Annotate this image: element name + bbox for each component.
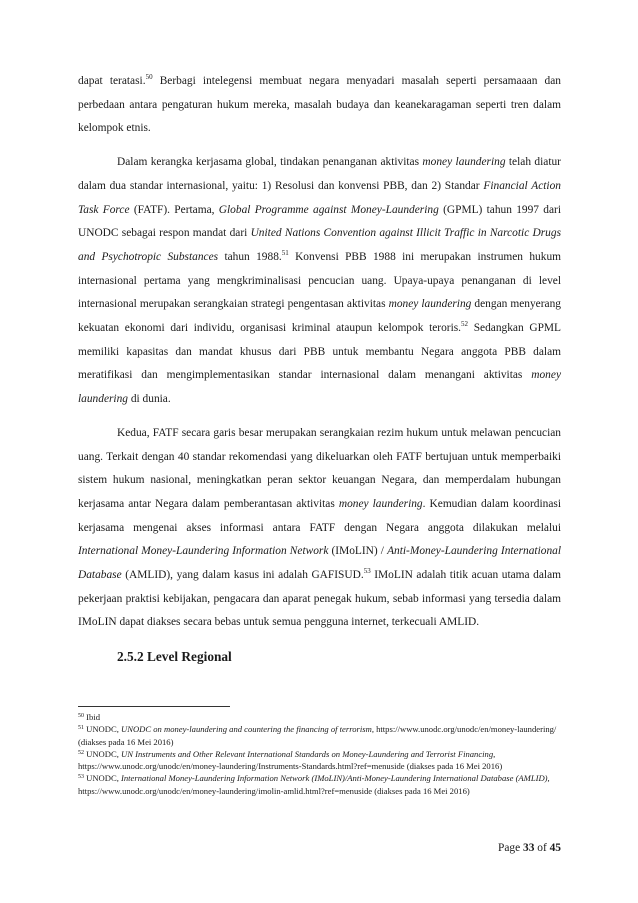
footnotes <box>78 711 561 797</box>
page-number: Page 33 of 45 <box>498 842 561 854</box>
footnote-52: $^{52}$ UNODC, UN Instruments and Other Relevant International Standards on Money-Laundering and Terrorist Financing, https://www.unodc.org/unodc/en/money-laundering/Instruments-Standards.html?ref=menuside (diakses pada 16 Mei 2016) <box>78 748 503 772</box>
footnote-50: $^{50}$ Ibid <box>78 712 100 722</box>
footnote-divider <box>78 706 230 707</box>
footnote-53: $^{53}$ UNODC, International Money-Laundering Information Network (IMoLIN)/Anti-Money-Laundering International Database (AMLID), https://www.unodc.org/unodc/en/money-laundering/imolin-amlid.html?ref=menuside (diakses pada 16 Mei 2016) <box>78 773 550 796</box>
section-heading: 2.5.2 Level Regional <box>117 649 232 665</box>
footnote-ref-52[interactable]: 52 <box>461 320 469 329</box>
footnote-ref-51[interactable]: 51 <box>281 248 289 257</box>
body-text <box>78 70 561 669</box>
footnote-ref-50[interactable]: 50 <box>145 73 153 81</box>
footnote-ref-53[interactable]: 53 <box>363 567 371 576</box>
footnote-51: $^{51}$ UNODC, UNODC on money-laundering and countering the financing of terrorism, https://www.unodc.org/unodc/en/money-laundering/ (diakses pada 16 Mei 2016) <box>78 724 557 747</box>
paragraph-2: Dalam kerangka kerjasama global, tindakan penanganan aktivitas money laundering telah diatur dalam dua standar internasional, yaitu: 1) Resolusi dan konvensi PBB, dan 2) Standar Financial Action Task Force (FATF). Pertama, Global Programme against Money-Laundering (GPML) tahun 1997 dari UNODC sebagai respon mandat dari United Nations Convention against Illicit Traffic in Narcotic Drugs and Psychotropic Substances tahun 1988.51 Konvensi PBB 1988 ini merupakan instrumen hukum internasional pertama yang mengkriminalisasi pencucian uang. Upaya-upaya penanganan di level internasional merupakan serangkaian strategi pengentasan aktivitas money laundering dengan menyerang kekuatan ekonomi dari individu, organisasi kriminal ataupun kelompok teroris.$^{52}$ Sedangkan GPML memiliki kapasitas dan mandat khusus dari PBB untuk membantu Negara anggota PBB dalam meratifikasi dan mengimplementasikan standar internasional dalam menangani aktivitas money laundering di dunia. <box>78 156 562 406</box>
paragraph-1: dapat teratasi.$^{50}$ Berbagi intelegensi membuat negara menyadari masalah seperti persamaaan dan perbedaan antara pengaturan hukum mereka, masalah budaya dan keanekaragaman seperti tren dalam kelompok etnis. <box>78 73 561 135</box>
paragraph-3: Kedua, FATF secara garis besar merupakan serangkaian rezim hukum untuk melawan pencucian uang. Terkait dengan 40 standar rekomendasi yang dikeluarkan oleh FATF bertujuan untuk memperbaiki sistem hukum nasional, meningkatkan peran sektor keuangan Negara, dan memperdalam hubungan kerjasama antar Negara dalam pemberantasan aktivitas money laundering. Kemudian dalam koordinasi kerjasama mengenai akses informasi antara FATF dengan Negara anggota dilakukan melalui International Money-Laundering Information Network (IMoLIN) / Anti-Money-Laundering International Database (AMLID), yang dalam kasus ini adalah GAFISUD.$^{53}$ IMoLIN adalah titik acuan utama dalam pekerjaan praktisi kebijakan, pengacara dan aparat penegak hukum, sebab informasi yang tersedia dalam IMoLIN dapat diakses secara bebas untuk semua pengguna internet, terkecuali AMLID. <box>78 426 562 629</box>
